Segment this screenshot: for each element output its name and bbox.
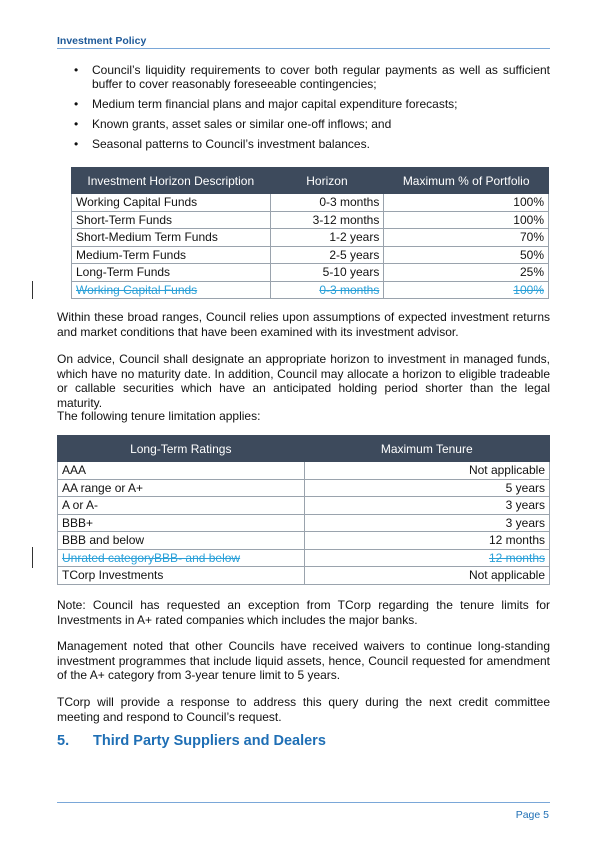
bullet-icon: • xyxy=(74,137,79,151)
paragraph: TCorp will provide a response to address this query during the next credit committee meeting and respond to Council’s request. xyxy=(57,695,550,724)
table-cell: 2-5 years xyxy=(270,246,384,264)
table-row xyxy=(72,246,549,264)
table-cell: 5 years xyxy=(304,479,549,497)
table-cell: BBB and below xyxy=(58,532,305,550)
list-item: • Seasonal patterns to Council’s investment balances. xyxy=(74,137,370,151)
table-header-row xyxy=(72,168,549,194)
list-item: • Medium term financial plans and major capital expenditure forecasts; xyxy=(74,97,458,111)
column-header: Long-Term Ratings xyxy=(58,436,305,462)
table-cell: 3 years xyxy=(304,497,549,515)
table-cell: Medium-Term Funds xyxy=(72,246,271,264)
column-header: Maximum Tenure xyxy=(304,436,549,462)
table-row xyxy=(72,194,549,212)
table-cell: TCorp Investments xyxy=(58,567,305,585)
header-title: Investment Policy xyxy=(57,35,147,47)
section-number: 5. xyxy=(57,733,70,749)
table-cell: BBB+ xyxy=(58,514,305,532)
list-item: • Council’s liquidity requirements to cover both regular payments as well as sufficient buffer to cover reasonably foreseeable contingencies; xyxy=(74,63,550,91)
bullet-icon: • xyxy=(74,117,79,131)
table-cell: 3-12 months xyxy=(270,211,384,229)
table-cell: 100% xyxy=(384,211,549,229)
bullet-icon: • xyxy=(74,63,79,77)
table-cell: A or A- xyxy=(58,497,305,515)
table-cell: 0-3 months xyxy=(270,194,384,212)
column-header: Horizon xyxy=(270,168,384,194)
bullet-list xyxy=(57,63,550,157)
table-row xyxy=(58,532,550,550)
footer-divider xyxy=(57,802,550,803)
column-header: Investment Horizon Description xyxy=(72,168,271,194)
table-cell: 1-2 years xyxy=(270,229,384,247)
table-cell: AA range or A+ xyxy=(58,479,305,497)
table-row xyxy=(72,229,549,247)
paragraph: Within these broad ranges, Council relies upon assumptions of expected investment returns and market conditions that have been examined with its investment advisor. xyxy=(57,310,550,339)
deleted-table-row xyxy=(58,549,550,567)
table-cell: 100% xyxy=(384,194,549,212)
table-cell: Not applicable xyxy=(304,462,549,480)
table-cell: 70% xyxy=(384,229,549,247)
table-cell: 50% xyxy=(384,246,549,264)
revision-change-bar xyxy=(32,547,33,568)
bullet-icon: • xyxy=(74,97,79,111)
table-row xyxy=(58,567,550,585)
table-cell: Unrated categoryBBB- and below xyxy=(58,549,305,567)
paragraph: Note: Council has requested an exception from TCorp regarding the tenure limits for Investments in A+ rated companies which includes the major banks. xyxy=(57,598,550,627)
table-row xyxy=(58,514,550,532)
tenure-limit-table xyxy=(57,435,550,585)
table-row xyxy=(72,264,549,282)
table-cell: Short-Term Funds xyxy=(72,211,271,229)
table-header-row xyxy=(58,436,550,462)
section-heading xyxy=(57,733,326,749)
header-divider xyxy=(57,48,550,49)
table-cell: 3 years xyxy=(304,514,549,532)
table-cell: Long-Term Funds xyxy=(72,264,271,282)
table-cell: 100% xyxy=(384,281,549,299)
investment-horizon-table xyxy=(71,167,549,299)
page-number: Page 5 xyxy=(515,809,549,821)
revision-change-bar xyxy=(32,281,33,299)
table-cell: 12 months xyxy=(304,532,549,550)
table-row xyxy=(72,211,549,229)
paragraph: On advice, Council shall designate an appropriate horizon to investment in managed funds, which have no maturity date. In addition, Council may allocate a horizon to eligible tradeable or callable securities which have an anticipated holding period shorter than the legal maturity. xyxy=(57,352,550,410)
section-title: Third Party Suppliers and Dealers xyxy=(93,733,326,749)
deleted-table-row xyxy=(72,281,549,299)
table-cell: 25% xyxy=(384,264,549,282)
table-cell: AAA xyxy=(58,462,305,480)
table-cell: 5-10 years xyxy=(270,264,384,282)
paragraph: Management noted that other Councils have received waivers to continue long-standing investment programmes that include liquid assets, hence, Council requested for amendment of the A+ category from 3-year tenure limit to 5 years. xyxy=(57,639,550,682)
list-item: • Known grants, asset sales or similar one-off inflows; and xyxy=(74,117,392,131)
table-cell: Not applicable xyxy=(304,567,549,585)
table-row xyxy=(58,462,550,480)
table-row xyxy=(58,479,550,497)
table-row xyxy=(58,497,550,515)
table-cell: 0-3 months xyxy=(270,281,384,299)
table-cell: Working Capital Funds xyxy=(72,194,271,212)
column-header: Maximum % of Portfolio xyxy=(384,168,549,194)
paragraph: The following tenure limitation applies: xyxy=(57,409,261,423)
table-cell: 12 months xyxy=(304,549,549,567)
table-cell: Working Capital Funds xyxy=(72,281,271,299)
table-cell: Short-Medium Term Funds xyxy=(72,229,271,247)
